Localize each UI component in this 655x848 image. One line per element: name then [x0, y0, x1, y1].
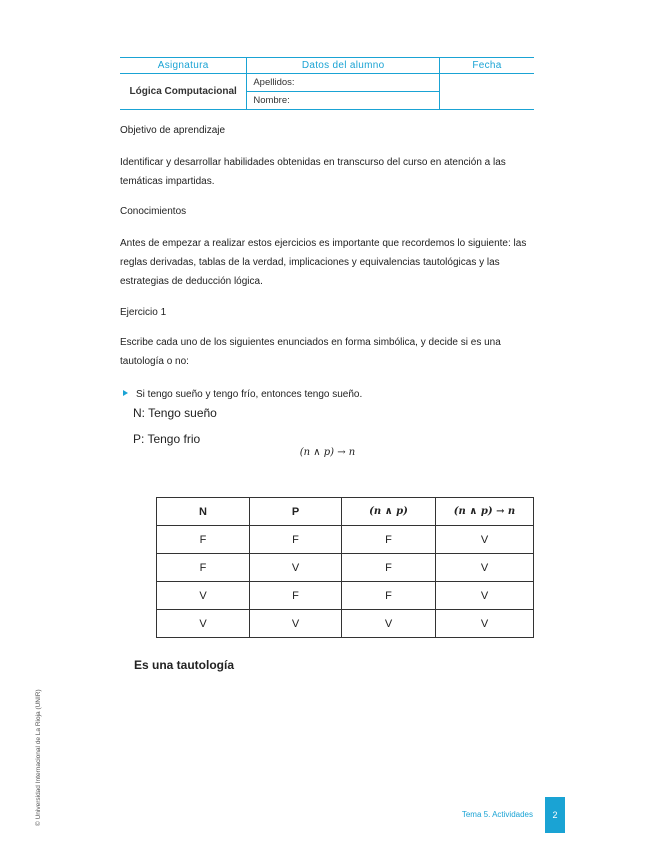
table-cell: F [342, 582, 436, 610]
subject-name: Lógica Computacional [120, 74, 247, 110]
table-cell: F [157, 554, 250, 582]
copyright-sidebar: © Universidad Internacional de La Rioja (UNIR) [35, 689, 42, 826]
exercise-instructions: Escribe cada uno de los siguientes enunciados en forma simbólica, y decide si es una tautología o no: [120, 337, 501, 367]
date-field [439, 74, 534, 110]
truth-table-header-n: N [157, 498, 250, 526]
statement-item [120, 385, 362, 404]
footer-topic: Tema 5. Actividades [461, 810, 533, 819]
table-row [157, 526, 534, 554]
table-cell: V [157, 582, 250, 610]
definition-n: N: Tengo sueño [133, 406, 217, 420]
truth-table-header-impl: (n ∧ p) → n [436, 498, 534, 526]
statement-text: Si tengo sueño y tengo frío, entonces tengo sueño. [136, 389, 363, 400]
table-cell: V [157, 610, 250, 638]
table-cell: F [342, 554, 436, 582]
knowledge-heading: Conocimientos [120, 206, 187, 217]
exercise-heading: Ejercicio 1 [120, 307, 167, 318]
formula: (n ∧ p) → n [299, 447, 356, 458]
table-cell: V [250, 554, 342, 582]
table-row [157, 610, 534, 638]
table-row [157, 582, 534, 610]
name-field: Nombre: [247, 92, 440, 110]
table-cell: F [250, 582, 342, 610]
surname-field: Apellidos: [247, 74, 440, 92]
table-cell: V [342, 610, 436, 638]
table-cell: F [342, 526, 436, 554]
bullet-triangle-icon [123, 390, 128, 396]
table-cell: V [436, 610, 534, 638]
table-cell: V [436, 554, 534, 582]
knowledge-text: Antes de empezar a realizar estos ejercicios es importante que recordemos lo siguiente: las reglas derivadas, tablas de la verdad, implicaciones y equivalencias tautológicas y las estrategias de deducción lógica. [120, 238, 527, 287]
truth-table-header-conj: (n ∧ p) [342, 498, 436, 526]
table-cell: F [250, 526, 342, 554]
conclusion: Es una tautología [134, 658, 235, 672]
table-cell: F [157, 526, 250, 554]
header-table [120, 57, 534, 110]
truth-table-header-p: P [250, 498, 342, 526]
objective-text: Identificar y desarrollar habilidades obtenidas en transcurso del curso en atención a las temáticas impartidas. [120, 157, 506, 187]
header-subject-col: Asignatura [120, 58, 247, 74]
objective-heading: Objetivo de aprendizaje [120, 125, 226, 136]
definition-p: P: Tengo frio [133, 432, 201, 446]
header-date-col: Fecha [439, 58, 534, 74]
truth-table [156, 497, 534, 638]
page-number: 2 [545, 797, 565, 833]
table-cell: V [436, 526, 534, 554]
table-row [157, 554, 534, 582]
table-cell: V [250, 610, 342, 638]
table-cell: V [436, 582, 534, 610]
header-student-col: Datos del alumno [247, 58, 440, 74]
